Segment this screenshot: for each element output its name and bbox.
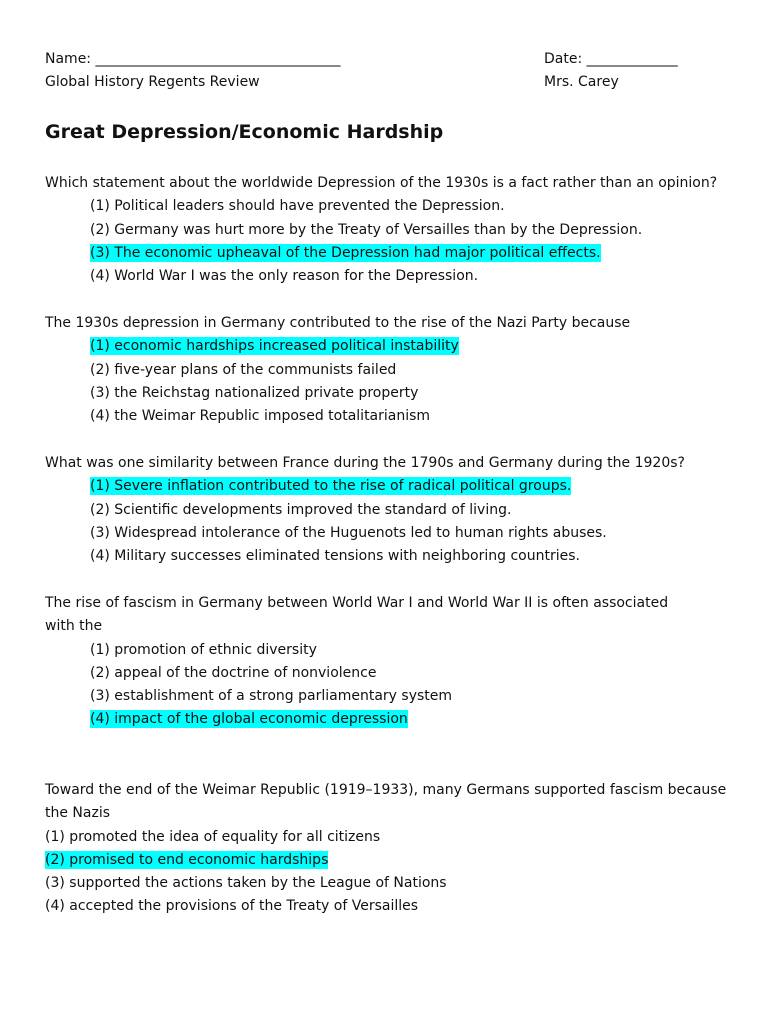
- header-left: [45, 48, 340, 94]
- option-text: (2) appeal of the doctrine of nonviolence: [90, 664, 377, 681]
- question-stem: The 1930s depression in Germany contributed to the rise of the Nazi Party because: [45, 315, 631, 331]
- answer-option: [45, 265, 745, 288]
- answer-option: [45, 826, 745, 849]
- answer-option: [45, 405, 745, 428]
- answer-option-highlighted: [45, 708, 745, 731]
- question-stem: The rise of fascism in Germany between World War I and World War II is often associated: [45, 595, 669, 611]
- answer-option: [45, 895, 745, 918]
- answer-option: [45, 382, 745, 405]
- option-text: (4) accepted the provisions of the Treaty of Versailles: [45, 898, 419, 915]
- answer-option: [45, 662, 745, 685]
- answer-option: [45, 219, 745, 242]
- answer-option: [45, 685, 745, 708]
- answer-option: [45, 545, 745, 568]
- option-text: (1) Severe inflation contributed to the rise of radical political groups.: [90, 478, 572, 495]
- header-right: [544, 48, 678, 94]
- option-text: (4) World War I was the only reason for the Depression.: [90, 268, 479, 285]
- option-text: (2) promised to end economic hardships: [45, 851, 329, 868]
- teacher-name: Mrs. Carey: [544, 74, 619, 90]
- question-stem-continued: the Nazis: [45, 805, 111, 822]
- question-3: [45, 452, 745, 568]
- question-stem-continued: with the: [45, 618, 103, 635]
- name-line: Name: ___________________________________: [45, 51, 341, 67]
- page-title: Great Depression/Economic Hardship: [45, 121, 444, 143]
- option-text: (3) Widespread intolerance of the Huguenots led to human rights abuses.: [90, 524, 607, 541]
- option-text: (4) Military successes eliminated tensions with neighboring countries.: [90, 548, 580, 565]
- answer-option-highlighted: [45, 475, 745, 498]
- option-text: (2) Scientific developments improved the standard of living.: [90, 501, 512, 518]
- option-text: (2) Germany was hurt more by the Treaty of Versailles than by the Depression.: [90, 221, 643, 238]
- question-4: [45, 592, 745, 732]
- answer-option: [45, 359, 745, 382]
- option-text: (3) the Reichstag nationalized private property: [90, 384, 419, 401]
- option-text: (3) supported the actions taken by the League of Nations: [45, 875, 447, 892]
- option-text: (3) The economic upheaval of the Depression had major political effects.: [90, 244, 601, 261]
- date-line: Date: _____________: [544, 51, 678, 67]
- answer-option: [45, 195, 745, 218]
- option-text: (1) promotion of ethnic diversity: [90, 641, 317, 658]
- answer-option: [45, 639, 745, 662]
- question-stem: Which statement about the worldwide Depression of the 1930s is a fact rather than an opinion?: [45, 175, 718, 191]
- answer-option: [45, 499, 745, 522]
- question-stem: What was one similarity between France during the 1790s and Germany during the 1920s?: [45, 455, 685, 471]
- question-stem: Toward the end of the Weimar Republic (1919–1933), many Germans supported fascism because: [45, 782, 727, 798]
- question-5: [45, 779, 745, 919]
- answer-option-highlighted: [45, 242, 745, 265]
- option-text: (1) Political leaders should have prevented the Depression.: [90, 198, 505, 215]
- answer-option: [45, 522, 745, 545]
- option-text: (2) five-year plans of the communists failed: [90, 361, 397, 378]
- answer-option-highlighted: [45, 335, 745, 358]
- option-text: (1) economic hardships increased political instability: [90, 338, 459, 355]
- question-2: [45, 312, 745, 428]
- option-text: (4) impact of the global economic depression: [90, 711, 408, 728]
- course-title: Global History Regents Review: [45, 74, 260, 90]
- answer-option-highlighted: [45, 849, 745, 872]
- question-1: [45, 172, 745, 288]
- answer-option: [45, 872, 745, 895]
- option-text: (1) promoted the idea of equality for all citizens: [45, 828, 381, 845]
- option-text: (3) establishment of a strong parliamentary system: [90, 688, 453, 705]
- option-text: (4) the Weimar Republic imposed totalitarianism: [90, 408, 431, 425]
